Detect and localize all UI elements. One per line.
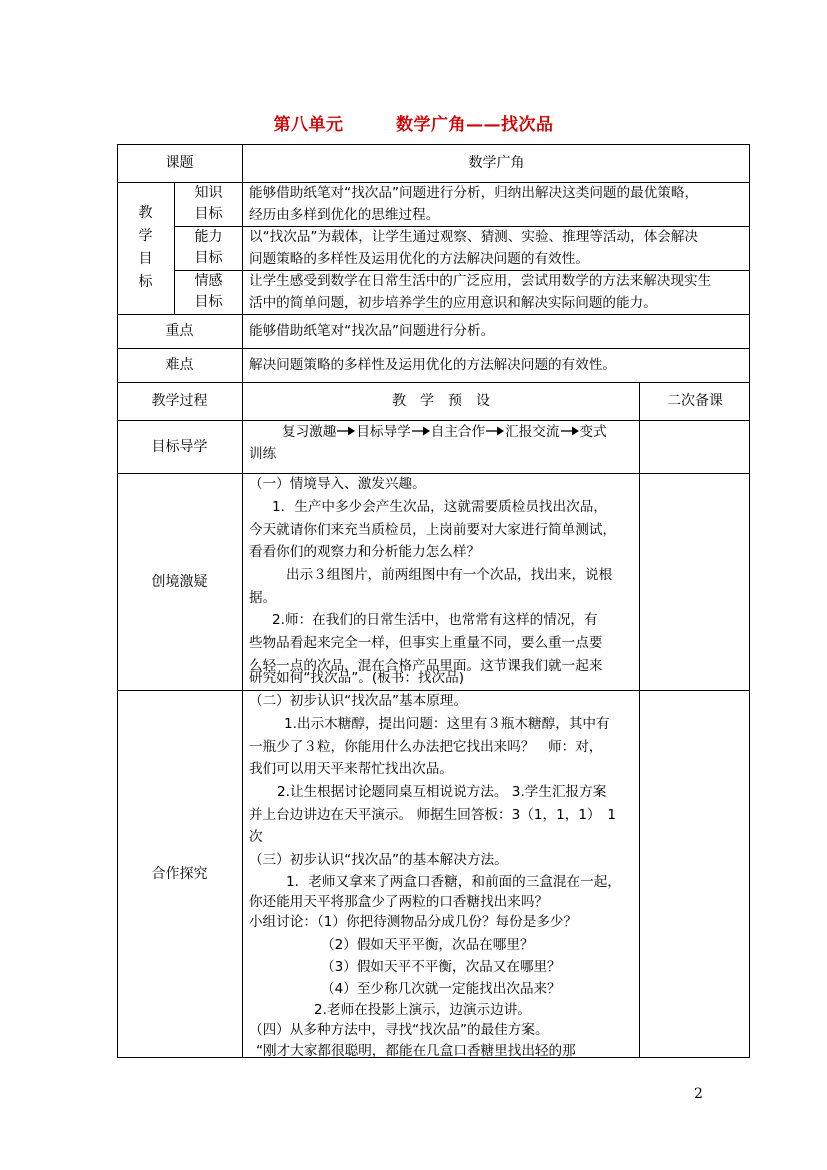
cooperation-label: 合作探究: [151, 866, 208, 882]
divider-right-col: [639, 382, 640, 1058]
cooperation-line: 并上台边讲边在天平演示。 师据生回答板：3（1，1，1） 1: [249, 807, 617, 823]
cooperation-line: 1．老师又拿来了两盒口香糖，和前面的三盒混在一起，: [286, 874, 621, 890]
process-header-right: 二次备课: [667, 393, 723, 409]
difficulty-value: 解决问题策略的多样性及运用优化的方法解决问题的有效性。: [249, 357, 617, 373]
emotion-objective-line-2: 活中的简单问题，初步培养学生的应用意识和解决实际问题的能力。: [249, 295, 657, 311]
cooperation-line: 你还能用天平将那盒少了两粒的口香糖找出来吗？: [249, 894, 549, 910]
cooperation-line: （3）假如天平不平衡，次品又在哪里？: [321, 959, 561, 975]
objectives-label: 教 学 目 标: [138, 205, 153, 290]
key-point-label: 重点: [165, 323, 194, 339]
scenario-line: 研究如何“找次品”。(板书：找次品): [249, 670, 465, 686]
topic-label: 课题: [165, 155, 194, 171]
right-arrow-icon: [411, 425, 431, 437]
knowledge-objective-label: 知识 目标: [194, 185, 223, 222]
cooperation-line: 次: [249, 829, 263, 845]
divider-left-col: [242, 144, 243, 1058]
scenario-label: 创境激疑: [151, 573, 208, 590]
cooperation-line: “刚才大家都很聪明，都能在几盒口香糖里找出轻的那: [256, 1043, 576, 1059]
cooperation-line: 1.出示木糖醇，提出问题：这里有３瓶木糖醇，其中有: [284, 716, 610, 732]
scenario-line: 出示３组图片，前两组图中有一个次品，找出来，说根: [286, 567, 613, 583]
scenario-line: （一）情境导入、激发兴趣。: [249, 476, 426, 492]
cooperation-line: （三）初步认识“找次品”的基本解决方法。: [249, 852, 508, 868]
scenario-line: 看看你们的观察力和分析能力怎么样？: [249, 544, 481, 560]
ability-objective-line-2: 问题策略的多样性及运用优化的方法解决问题的有效性。: [249, 251, 589, 267]
scenario-line: 么轻一点的次品，混在合格产品里面。这节课我们就一起来: [249, 658, 603, 674]
scenario-line: 2.师：在我们的日常生活中，也常常有这样的情况，有: [272, 612, 598, 628]
cooperation-line: （4）至少称几次就一定能找出次品来？: [321, 981, 561, 997]
emotion-objective-line-1: 让学生感受到数学在日常生活中的广泛应用，尝试用数学的方法来解决现实生: [249, 273, 712, 289]
cooperation-line: （二）初步认识“找次品”基本原理。: [249, 693, 467, 709]
ability-objective-line-1: 以“找次品”为载体，让学生通过观察、猜测、实验、推理等活动，体会解决: [249, 229, 699, 245]
scenario-line: 今天就请你们来充当质检员，上岗前要对大家进行简单测试，: [249, 522, 617, 538]
goal-guide-flow-tail: 训练: [249, 446, 277, 462]
cooperation-line: 2.让生根据讨论题同桌互相说说方法。 3.学生汇报方案: [277, 784, 607, 800]
scenario-line: 些物品看起来完全一样，但事实上重量不同，要么重一点要: [249, 635, 603, 651]
flow-step-1: 复习激趣: [282, 424, 337, 440]
goal-guide-flow: [282, 421, 607, 444]
cooperation-line: （2）假如天平平衡，次品在哪里？: [321, 937, 534, 953]
flow-step-5: 变式: [579, 424, 607, 440]
page-number: 2: [694, 1086, 703, 1102]
flow-step-3: 自主合作: [430, 424, 486, 440]
key-point-value: 能够借助纸笔对“找次品”问题进行分析。: [249, 323, 495, 339]
topic-value: 数学广角: [468, 155, 525, 171]
cooperation-line: （四）从多种方法中，寻找“找次品”的最佳方案。: [249, 1022, 549, 1038]
goal-guide-label: 目标导学: [151, 438, 208, 455]
cooperation-line: 2.老师在投影上演示，边演示边讲。: [314, 1002, 531, 1018]
right-arrow-icon: [485, 425, 505, 437]
flow-step-4: 汇报交流: [505, 424, 560, 440]
right-arrow-icon: [560, 425, 580, 437]
ability-objective-label: 能力 目标: [194, 229, 223, 266]
difficulty-label: 难点: [165, 357, 194, 373]
flow-step-2: 目标导学: [356, 424, 411, 440]
knowledge-objective-line-1: 能够借助纸笔对“找次品”问题进行分析，归纳出解决这类问题的最优策略，: [249, 185, 699, 201]
cooperation-line: 我们可以用天平来帮忙找出次品。: [249, 761, 453, 777]
cooperation-line: 小组讨论：（1）你把待测物品分成几份？每份是多少？: [249, 914, 578, 930]
scenario-line: 据。: [249, 590, 277, 606]
process-header-label: 教学过程: [151, 393, 208, 409]
knowledge-objective-line-2: 经历由多样到优化的思维过程。: [249, 207, 440, 223]
page-title: 第八单元 数学广角——找次品: [273, 115, 554, 135]
emotion-objective-label: 情感 目标: [194, 273, 223, 310]
right-arrow-icon: [336, 425, 356, 437]
process-header-middle: 教 学 预 设: [392, 393, 490, 409]
scenario-line: 1．生产中多少会产生次品，这就需要质检员找出次品，: [272, 499, 607, 515]
cooperation-line: 一瓶少了３粒，你能用什么办法把它找出来吗？ 师：对，: [249, 739, 603, 755]
